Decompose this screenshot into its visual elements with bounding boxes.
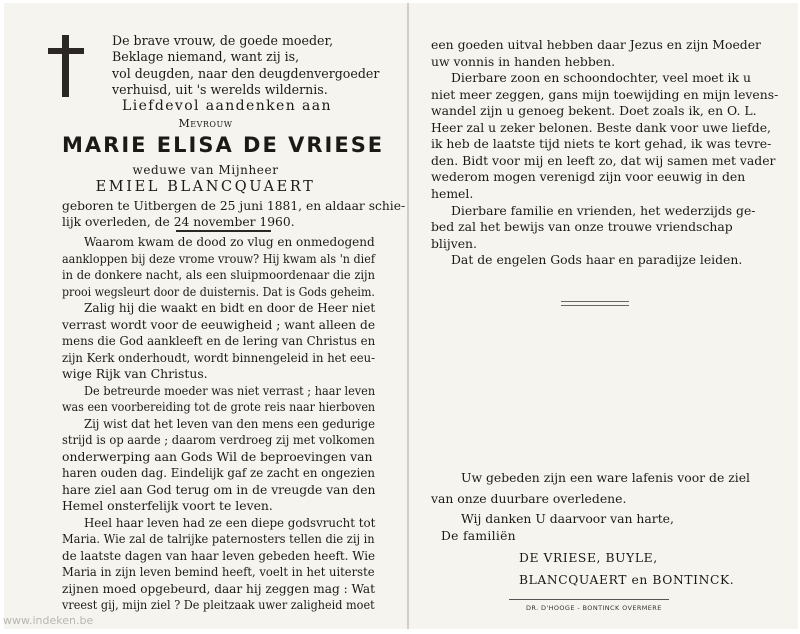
- text-line: haren ouden dag. Eindelijk gaf ze zacht en ongezien: [62, 465, 375, 481]
- text-line: onderwerping aan Gods Wil de beproevingen van: [62, 448, 373, 464]
- text-line: den. Bidt voor mij en leeft zo, dat wij samen met vader: [431, 152, 776, 168]
- text-line: wandel zijn u genoeg bekent. Doet zoals ik, en O. L.: [431, 103, 757, 119]
- birth-death-text: [62, 199, 405, 230]
- text-line: Wij danken U daarvoor van harte,: [461, 511, 674, 526]
- widow-of-text: weduwe van Mijnheer: [132, 163, 279, 177]
- text-line: een goeden uitval hebben daar Jezus en zijn Moeder: [431, 37, 761, 52]
- printer-credit: DR. D'HOOGE - BONTINCK OVERMERE: [526, 604, 662, 612]
- divider-rule: [561, 305, 629, 306]
- husband-name: EMIEL BLANCQUAERT: [95, 179, 316, 195]
- left-page: [4, 3, 407, 629]
- text-line: mens die God aankleeft en de lering van Christus en: [62, 333, 376, 349]
- text-line: De betreurde moeder was niet verrast ; haar leven: [84, 382, 376, 398]
- poem-line: De brave vrouw, de goede moeder,: [112, 33, 334, 48]
- text-line: wige Rijk van Christus.: [62, 366, 208, 382]
- text-line: verrast wordt voor de eeuwigheid ; want alleen de: [62, 316, 376, 332]
- right-page: [409, 3, 798, 629]
- deceased-name: MARIE ELISA DE VRIESE: [62, 133, 385, 157]
- text-line: Heer zal u zeker belonen. Beste dank voor uwe liefde,: [431, 119, 771, 135]
- poem-line: Beklage niemand, want zij is,: [112, 49, 300, 65]
- text-line: ik heb de laatste tijd niets te kort gehad, ik was tevre-: [431, 136, 772, 152]
- cross-icon-bar: [48, 48, 84, 54]
- text-line: Zij wist dat het leven van den mens een gedurige: [84, 415, 375, 431]
- text-line: was een voorbereiding tot de grote reis naar hierboven: [62, 399, 376, 415]
- family-names: DE VRIESE, BUYLE,: [519, 551, 658, 565]
- title-mevrouw: Mevrouw: [178, 117, 233, 130]
- text-line: hare ziel aan God terug om in de vreugde van den: [62, 481, 376, 497]
- text-line: strijd is op aarde ; daarom verdroeg zij met volkomen: [62, 432, 375, 448]
- text-line: uw vonnis in handen hebben.: [431, 53, 616, 69]
- text-line: blijven.: [431, 235, 477, 251]
- text-line: Dierbare zoon en schoondochter, veel moet ik u: [451, 70, 751, 86]
- dedication-poem: [112, 33, 379, 98]
- text-line: in de donkere nacht, als een sluipmoordenaar die zijn: [62, 267, 376, 283]
- text-line: niet meer zeggen, gans mijn toewijding en mijn levens-: [431, 86, 779, 102]
- text-line: zijnen moed opgebeurd, daar hij zeggen mag : Wat: [62, 580, 376, 596]
- watermark: www.indeken.be: [3, 614, 94, 627]
- text-line: wederom mogen verenigd zijn voor eeuwig in den: [431, 169, 746, 185]
- text-line: Waarom kwam de dood zo vlug en onmedogend: [84, 234, 375, 249]
- text-line: aankloppen bij deze vrome vrouw? Hij kwam als 'n dief: [62, 250, 376, 266]
- text-line: Hemel onsterfelijk voort te leven.: [62, 498, 273, 514]
- text-line: Dierbare familie en vrienden, het wederzijds ge-: [451, 202, 756, 218]
- family-names: BLANCQUAERT en BONTINCK.: [519, 573, 735, 587]
- text-line: zijn Kerk onderhoudt, wordt binnengeleid in het eeu-: [62, 349, 376, 365]
- birth-death-line: geboren te Uitbergen de 25 juni 1881, en aldaar schie-: [62, 199, 406, 213]
- text-line: van onze duurbare overledene.: [431, 490, 627, 506]
- text-line: Zalig hij die waakt en bidt en door de Heer niet: [84, 300, 376, 316]
- poem-line: vol deugden, naar den deugdenvergoeder: [112, 65, 380, 81]
- text-line: prooi wegsleurt door de duisternis. Dat is Gods geheim.: [62, 283, 375, 299]
- date-underline: [176, 230, 271, 232]
- poem-line: verhuisd, uit 's werelds wildernis.: [112, 81, 328, 97]
- remembrance-heading: Liefdevol aandenken aan: [122, 98, 332, 114]
- text-line: Maria in zijn leven bemind heeft, voelt in het uiterste: [62, 564, 375, 580]
- birth-death-line: lijk overleden, de 24 november 1960.: [62, 214, 295, 229]
- families-label: De familiën: [441, 529, 516, 543]
- text-line: Heel haar leven had ze een diepe godsvrucht tot: [84, 514, 376, 530]
- text-line: Dat de engelen Gods haar en paradijze leiden.: [451, 252, 743, 268]
- printer-rule: [509, 599, 669, 600]
- text-line: bed zal het bewijs van onze trouwe vriendschap: [431, 219, 733, 235]
- divider-rule: [561, 301, 629, 302]
- text-line: Maria. Wie zal de talrijke paternosters tellen die zij in: [62, 531, 375, 547]
- memorial-card: [4, 3, 798, 629]
- text-line: Uw gebeden zijn een ware lafenis voor de ziel: [461, 470, 751, 485]
- text-line: de laatste dagen van haar leven gebeden heeft. Wie: [62, 547, 376, 563]
- text-line: vreest gij, mijn ziel ? De pleitzaak uwer zaligheid moet: [62, 597, 375, 613]
- cross-icon: [62, 35, 69, 97]
- text-line: hemel.: [431, 185, 474, 201]
